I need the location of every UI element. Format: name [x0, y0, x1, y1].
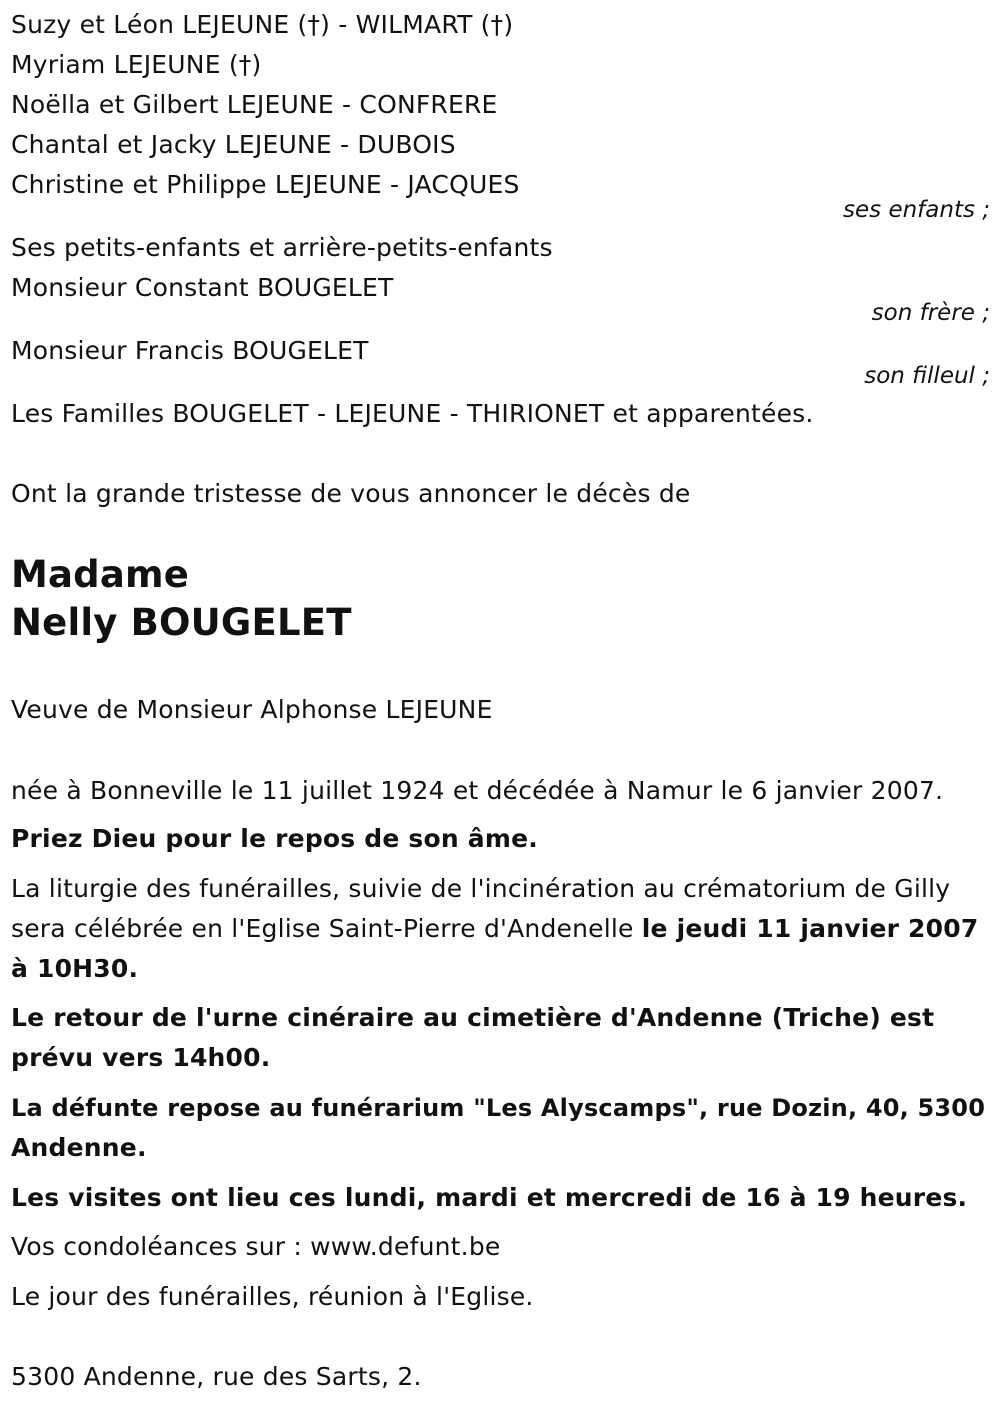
brother-line: Monsieur Constant BOUGELET	[11, 273, 394, 302]
role-godson: son filleul ;	[864, 363, 990, 389]
meeting-line: Le jour des funérailles, réunion à l'Eglise.	[11, 1282, 534, 1311]
family-line-3: Noëlla et Gilbert LEJEUNE - CONFRERE	[11, 90, 498, 119]
role-children: ses enfants ;	[843, 197, 990, 223]
liturgy-time: à 10H30.	[11, 954, 139, 983]
deceased-name: Nelly BOUGELET	[11, 601, 352, 644]
announce-line: Ont la grande tristesse de vous annoncer le décès de	[11, 479, 691, 508]
families-line: Les Familles BOUGELET - LEJEUNE - THIRIONET et apparentées.	[11, 399, 814, 428]
family-line-4: Chantal et Jacky LEJEUNE - DUBOIS	[11, 130, 456, 159]
liturgy-location: sera célébrée en l'Eglise Saint-Pierre d'Andenelle	[11, 914, 642, 943]
widow-line: Veuve de Monsieur Alphonse LEJEUNE	[11, 695, 493, 724]
liturgy-line-1: La liturgie des funérailles, suivie de l'incinération au crématorium de Gilly	[11, 874, 951, 903]
deceased-title: Madame	[11, 553, 190, 596]
family-line-2: Myriam LEJEUNE (†)	[11, 50, 262, 79]
family-line-5: Christine et Philippe LEJEUNE - JACQUES	[11, 170, 520, 199]
liturgy-line-2	[11, 909, 978, 949]
family-line-1: Suzy et Léon LEJEUNE (†) - WILMART (†)	[11, 10, 514, 39]
condolences-line: Vos condoléances sur : www.defunt.be	[11, 1232, 501, 1261]
prayer-line: Priez Dieu pour le repos de son âme.	[11, 824, 538, 853]
dates-line: née à Bonneville le 11 juillet 1924 et décédée à Namur le 6 janvier 2007.	[11, 776, 944, 805]
urn-line-2: prévu vers 14h00.	[11, 1043, 271, 1072]
role-brother: son frère ;	[871, 300, 990, 326]
repose-line-2: Andenne.	[11, 1133, 147, 1162]
address-line: 5300 Andenne, rue des Sarts, 2.	[11, 1362, 422, 1391]
visits-line: Les visites ont lieu ces lundi, mardi et mercredi de 16 à 19 heures.	[11, 1183, 968, 1212]
grandchildren-line: Ses petits-enfants et arrière-petits-enfants	[11, 233, 553, 262]
godson-line: Monsieur Francis BOUGELET	[11, 336, 369, 365]
liturgy-date: le jeudi 11 janvier 2007	[641, 914, 979, 943]
urn-line-1: Le retour de l'urne cinéraire au cimetière d'Andenne (Triche) est	[11, 1003, 935, 1032]
repose-line-1: La défunte repose au funérarium "Les Alyscamps", rue Dozin, 40, 5300	[11, 1094, 986, 1122]
